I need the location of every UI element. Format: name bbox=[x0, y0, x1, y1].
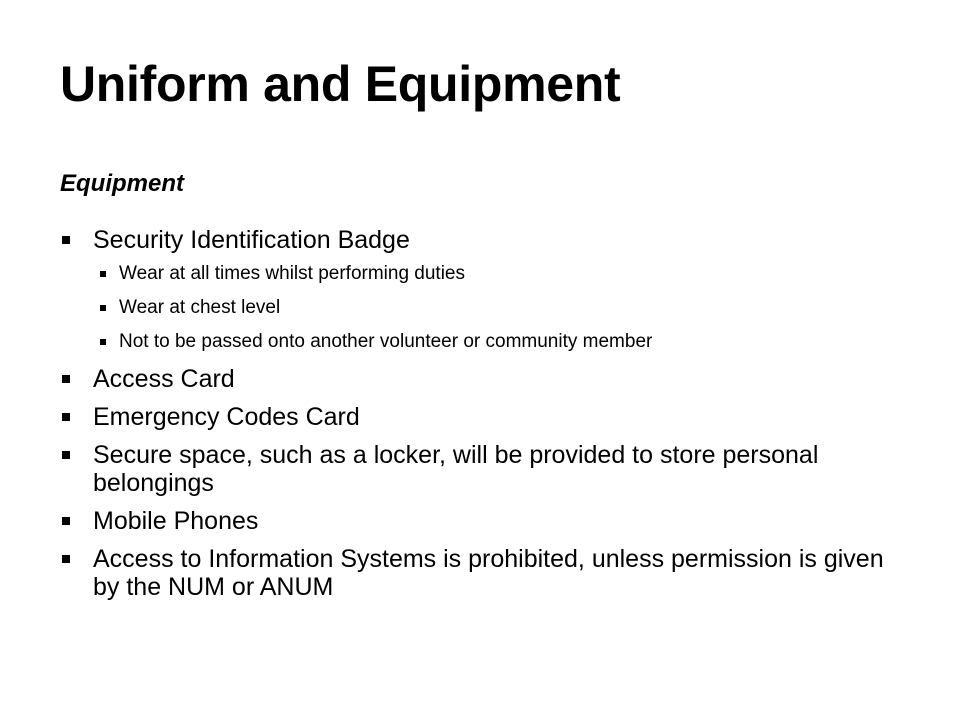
bullet-text: Security Identification Badge bbox=[93, 226, 410, 254]
square-bullet-icon bbox=[62, 451, 70, 459]
bullet-item bbox=[60, 365, 900, 393]
sub-bullet-text: Wear at all times whilst performing duties bbox=[119, 263, 465, 284]
bullet-text: Emergency Codes Card bbox=[93, 403, 360, 431]
square-bullet-icon bbox=[100, 271, 106, 277]
bullet-item bbox=[60, 226, 900, 353]
sub-bullet-list bbox=[93, 263, 900, 353]
square-bullet-icon bbox=[100, 305, 106, 311]
sub-bullet-item bbox=[93, 331, 900, 353]
bullet-list bbox=[60, 226, 900, 611]
slide-title: Uniform and Equipment bbox=[60, 56, 621, 112]
sub-bullet-item bbox=[93, 263, 900, 285]
square-bullet-icon bbox=[62, 375, 70, 383]
bullet-text: Secure space, such as a locker, will be provided to store personal belongings bbox=[93, 441, 819, 497]
bullet-item bbox=[60, 441, 900, 497]
square-bullet-icon bbox=[100, 339, 106, 345]
slide-subtitle: Equipment bbox=[60, 170, 184, 197]
sub-bullet-item bbox=[93, 297, 900, 319]
sub-bullet-text: Wear at chest level bbox=[119, 297, 281, 318]
sub-bullet-text: Not to be passed onto another volunteer or community member bbox=[119, 331, 653, 352]
square-bullet-icon bbox=[62, 236, 70, 244]
bullet-item bbox=[60, 403, 900, 431]
square-bullet-icon bbox=[62, 555, 70, 563]
bullet-text: Access Card bbox=[93, 365, 235, 393]
bullet-item bbox=[60, 545, 900, 601]
square-bullet-icon bbox=[62, 413, 70, 421]
bullet-item bbox=[60, 507, 900, 535]
bullet-text: Access to Information Systems is prohibited, unless permission is given by the NUM or ANUM bbox=[93, 545, 884, 601]
square-bullet-icon bbox=[62, 517, 70, 525]
bullet-text: Mobile Phones bbox=[93, 507, 259, 535]
